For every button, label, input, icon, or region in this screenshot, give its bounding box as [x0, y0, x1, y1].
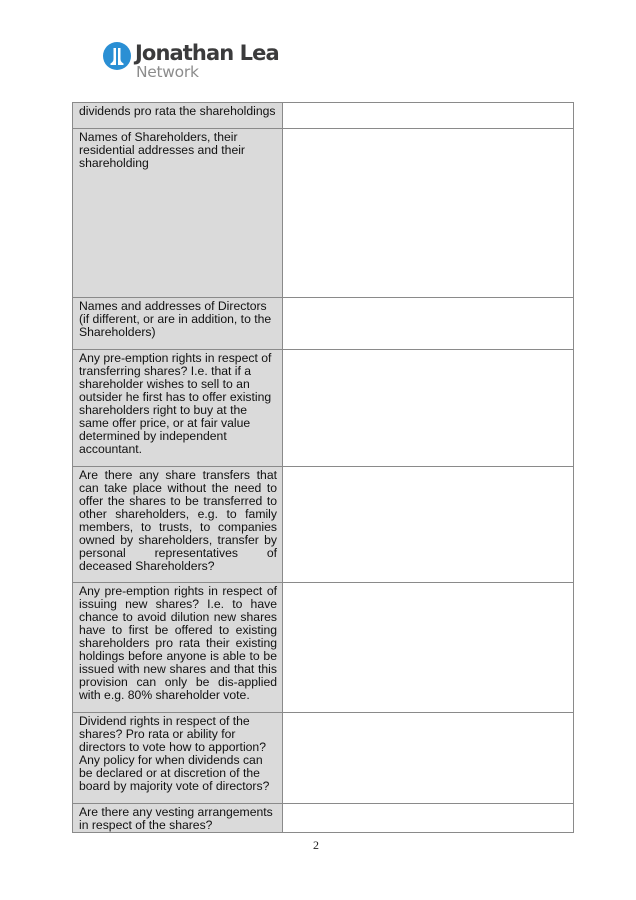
table-row: [73, 103, 574, 129]
answer-cell[interactable]: [283, 103, 574, 129]
answer-cell[interactable]: [283, 583, 574, 713]
question-cell: Are there any share transfers that can take place without the need to offer the shares to be transferred to other shareholders, e.g. to family members, to trusts, to companies owned by shareholders, transfer by personal representatives of deceased Shareholders?: [73, 467, 283, 583]
answer-cell[interactable]: [283, 713, 574, 804]
question-cell: Names of Shareholders, their residential addresses and their shareholding: [73, 129, 283, 298]
question-cell: dividends pro rata the shareholdings: [73, 103, 283, 129]
question-cell: Are there any vesting arrangements in respect of the shares?: [73, 804, 283, 833]
answer-cell[interactable]: [283, 467, 574, 583]
table-row: [73, 583, 574, 713]
answer-cell[interactable]: [283, 804, 574, 833]
shareholder-questionnaire-table: [72, 102, 574, 833]
question-cell: Any pre-emption rights in respect of transferring shares? I.e. that if a shareholder wishes to sell to an outsider he first has to offer existing shareholders right to buy at the same offer price, or at fair value determined by independent accountant.: [73, 350, 283, 467]
question-cell: Names and addresses of Directors (if different, or are in addition, to the Shareholders): [73, 298, 283, 350]
table-row: [73, 467, 574, 583]
table-row: [73, 804, 574, 833]
logo-name: Jonathan Lea: [135, 41, 279, 65]
company-logo: [102, 41, 282, 83]
answer-cell[interactable]: [283, 298, 574, 350]
logo-subtitle: Network: [136, 63, 199, 81]
table-row: [73, 129, 574, 298]
table-row: [73, 713, 574, 804]
table-row: [73, 298, 574, 350]
table-row: [73, 350, 574, 467]
question-cell: Any pre-emption rights in respect of issuing new shares? I.e. to have chance to avoid dilution new shares have to first be offered to existing shareholders pro rata their existing holdings before anyone is able to be issued with new shares and that this provision can only be dis-applied with e.g. 80% shareholder vote.: [73, 583, 283, 713]
page-number: 2: [313, 838, 319, 852]
question-cell: Dividend rights in respect of the shares? Pro rata or ability for directors to vote how to apportion? Any policy for when dividends can be declared or at discretion of the board by majority vote of directors?: [73, 713, 283, 804]
answer-cell[interactable]: [283, 350, 574, 467]
jl-monogram-icon: [103, 42, 131, 70]
answer-cell[interactable]: [283, 129, 574, 298]
